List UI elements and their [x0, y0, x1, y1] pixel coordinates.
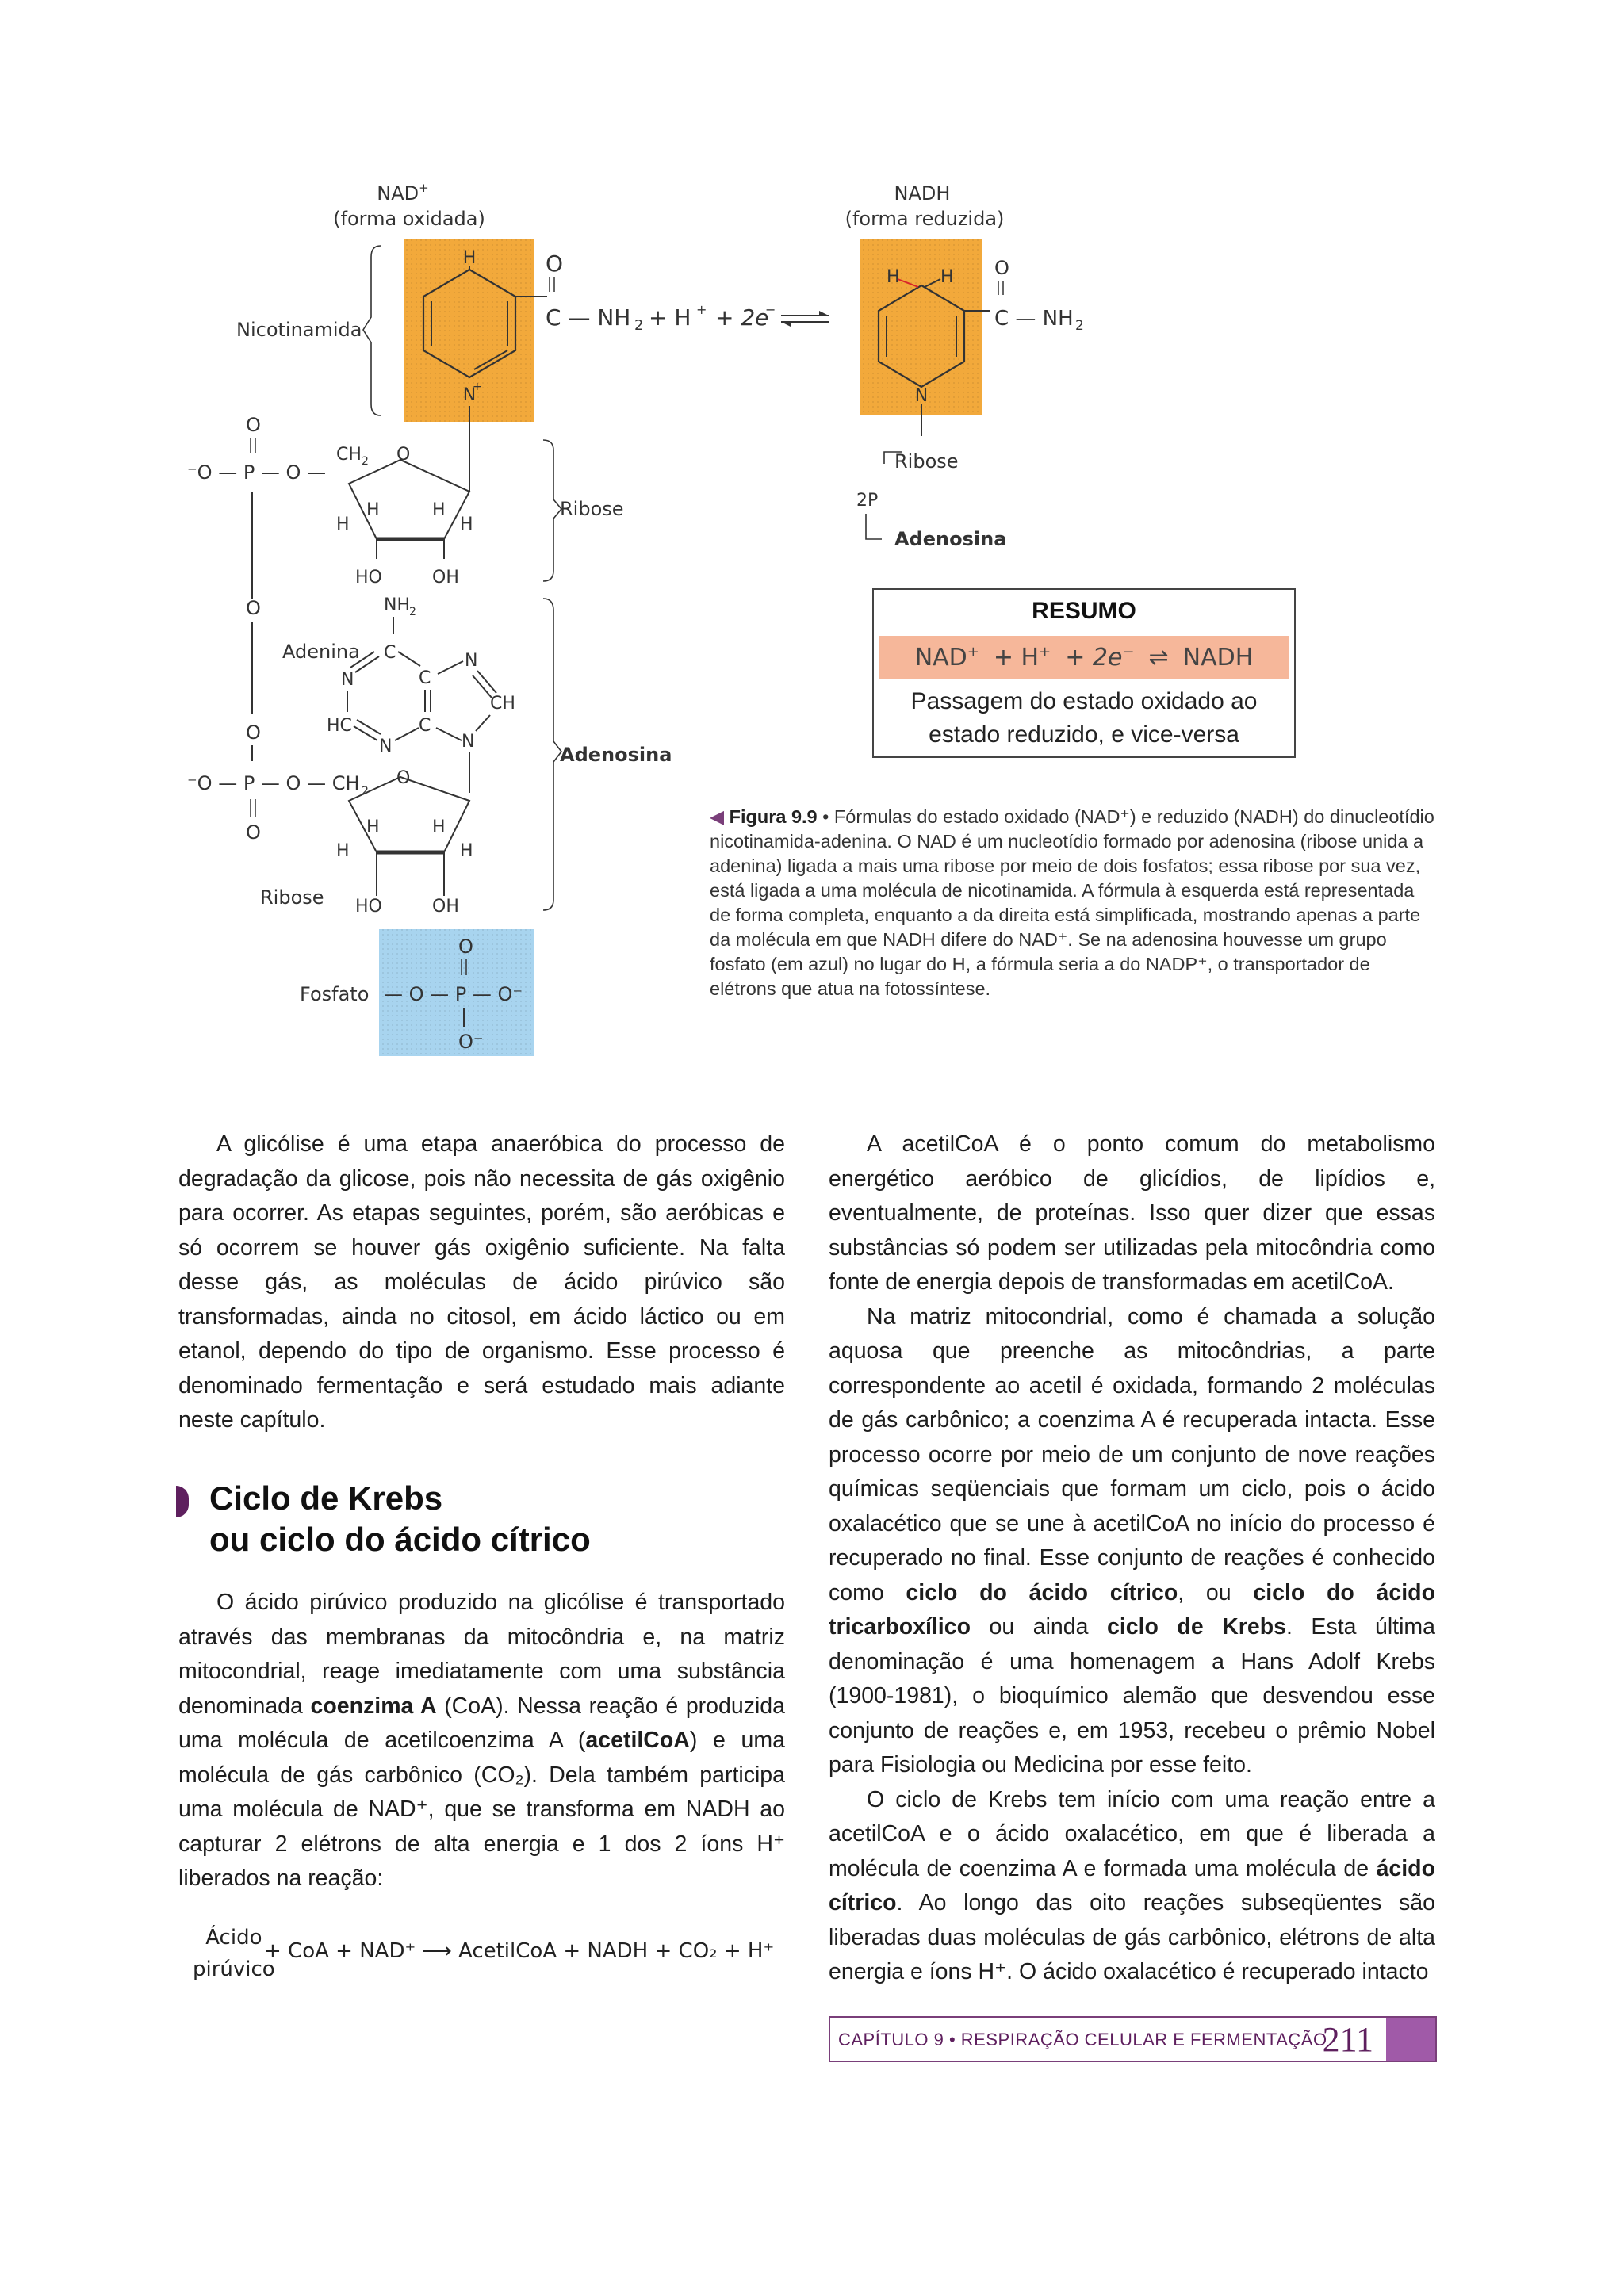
paragraph: Na matriz mitocondrial, como é chamada a solução aquosa que preenche as mitocôndrias, a parte correspondente ao acetil é oxidada, formando 2 moléculas de gás carbônico; a coenzima A é recuperada intacta. Esse processo ocorre por meio de um conjunto de nove reações químicas seqüenciais que formam um ciclo, pois o ácido oxalacético que se une à acetilCoA no início do processo é recuperado no final. Esse conjunto de reações é conhecido como ciclo do ácido cítrico, ou ciclo do ácido tricarboxílico ou ainda ciclo de Krebs. Esta última denominação é uma homenagem a Hans Adolf Krebs (1900-1981), o bioquímico alemão que desvendou esse conjunto de reações e, em 1953, recebeu o prêmio Nobel para Fisiologia ou Medicina por esse feito.: [829, 1303, 1435, 1777]
svg-text:O: O: [994, 257, 1009, 279]
svg-text:H: H: [432, 500, 446, 520]
equation-rest: + CoA + NAD⁺ ⟶ AcetilCoA + NADH + CO₂ + H⁺: [264, 1939, 775, 1963]
svg-text:H: H: [336, 515, 350, 534]
svg-text:−: −: [765, 302, 776, 317]
svg-text:N: N: [462, 732, 475, 752]
svg-text:O: O: [246, 821, 261, 844]
reaction-plus-h: + H: [649, 304, 691, 331]
svg-text:2: 2: [362, 455, 369, 468]
svg-text:2: 2: [1075, 318, 1084, 334]
right-2p-label: 2P: [856, 491, 879, 511]
svg-text:O: O: [246, 597, 261, 619]
svg-text:— O — P — O⁻: — O — P — O⁻: [384, 983, 523, 1005]
paragraph: A acetilCoA é o ponto comum do metabolismo energético aeróbico de glicídios, de lipídios e, eventualmente, de proteínas. Isso quer dizer que essas substâncias só podem ser utilizadas pela mitocôndria como fonte de energia depois de transformadas em acetilCoA.: [829, 1131, 1435, 1295]
svg-text:H: H: [336, 841, 350, 861]
svg-text:O: O: [396, 445, 411, 465]
svg-text:C: C: [419, 668, 431, 688]
svg-text:HO: HO: [355, 568, 382, 587]
svg-text:OH: OH: [432, 897, 459, 916]
resumo-eq-left: NAD+: [914, 643, 979, 672]
adenosina-label: Adenosina: [560, 744, 672, 766]
svg-text:H: H: [940, 267, 954, 287]
equation-reactant: Ácido pirúvico: [193, 1926, 275, 1981]
svg-text:OH: OH: [432, 568, 459, 587]
svg-text:H: H: [432, 817, 446, 837]
heading-line-1: Ciclo de Krebs: [209, 1479, 443, 1517]
left-column-intro: [178, 1127, 785, 1438]
svg-text:C — NH: C — NH: [546, 304, 631, 331]
svg-text:H: H: [462, 248, 477, 268]
fosfato-label: Fosfato: [300, 983, 370, 1005]
caption-text: • Fórmulas do estado oxidado (NAD⁺) e reduzido (NADH) do dinucleotídio nicotinamida-adenina. O NAD é um nucleotídio formado por adenosina (ribose unida a adenina) ligada a mais uma ribose por meio de dois fosfatos; essa ribose por sua vez, está ligada a uma molécula de nicotinamida. A fórmula à esquerda está representada de forma completa, enquanto a da direita está simplificada, mostrando apenas a parte da molécula em que NADH difere do NAD⁺. Se na adenosina houvesse um grupo fosfato (em azul) no lugar do H, a fórmula seria a do NADP⁺, o transportador de elétrons que atua na fotossíntese.: [710, 806, 1434, 999]
right-column: [829, 1127, 1435, 1990]
svg-text:+: +: [696, 302, 707, 317]
nad-label: NAD+: [377, 181, 429, 205]
right-ribose-label: Ribose: [894, 450, 959, 473]
nicotinamida-label: Nicotinamida: [236, 319, 362, 341]
equilibrium-arrow-icon: ⇌: [1148, 643, 1169, 672]
resumo-eq-2e: + 2e−: [1065, 643, 1135, 672]
svg-text:C: C: [384, 643, 396, 663]
svg-text:+: +: [473, 381, 482, 393]
svg-text:2: 2: [634, 317, 644, 334]
resumo-eq-mid: + H+: [993, 643, 1051, 672]
svg-text:H: H: [460, 841, 473, 861]
svg-text:O: O: [246, 414, 261, 436]
reaction-2e: + 2e: [715, 304, 769, 331]
paragraph: O ácido pirúvico produzido na glicólise é transportado através das membranas da mitocôndria e, na matriz mitocondrial, reage imediatamente com uma substância denominada coenzima A (CoA). Nessa reação é produzida uma molécula de acetilcoenzima A (acetilCoA) e uma molécula de gás carbônico (CO₂). Dela também participa uma molécula de NAD⁺, que se transforma em NADH ao capturar 2 elétrons de alta energia e 1 dos 2 íons H⁺ liberados na reação:: [178, 1590, 786, 1891]
adenina-label: Adenina: [282, 641, 360, 663]
reaction-equation: [178, 1922, 789, 1993]
svg-text:H: H: [887, 267, 900, 287]
svg-text:HO: HO: [355, 897, 382, 916]
paragraph: A glicólise é uma etapa anaeróbica do processo de degradação da glicose, pois não necessita de gás oxigênio para ocorrer. As etapas seguintes, porém, são aeróbicas e só ocorrem se houver gás oxigênio suficiente. Na falta desse gás, as moléculas de ácido pirúvico são transformadas, ainda no citosol, em ácido láctico ou em etanol, dependo do tipo de organismo. Esse processo é denominado fermentação e será estudado mais adiante neste capítulo.: [178, 1131, 785, 1433]
svg-text:H: H: [366, 500, 380, 520]
svg-text:2: 2: [362, 785, 369, 798]
chapter-title: CAPÍTULO 9 • RESPIRAÇÃO CELULAR E FERMENTAÇÃO: [838, 2030, 1327, 2049]
svg-text:N: N: [379, 737, 393, 756]
paragraph: O ciclo de Krebs tem início com uma reação entre a acetilCoA e o ácido oxalacético, em que é liberada a molécula de coenzima A e formada uma molécula de ácido cítrico. Ao longo das oito reações subseqüentes são liberadas duas moléculas de gás carbônico, elétrons de alta energia e íons H⁺. O ácido oxalacético é recuperado intacto: [829, 1786, 1435, 1984]
resumo-equation: [879, 636, 1289, 679]
page-footer: [829, 2016, 1437, 2062]
svg-text:NH: NH: [384, 595, 410, 615]
svg-text:C — NH: C — NH: [994, 307, 1074, 331]
nadh-subtitle: (forma reduzida): [845, 208, 1005, 230]
svg-text:H: H: [460, 515, 473, 534]
svg-text:HC: HC: [327, 716, 352, 736]
svg-text:C: C: [419, 716, 431, 736]
nadh-label: NADH: [894, 182, 951, 205]
footer-color-swatch: [1386, 2018, 1435, 2061]
right-adenosina-label: Adenosina: [894, 528, 1007, 550]
svg-text:2: 2: [409, 606, 416, 618]
svg-text:O: O: [458, 936, 473, 958]
ribose-left-label: Ribose: [260, 886, 324, 909]
left-column-body: [178, 1586, 785, 1896]
svg-text:O⁻: O⁻: [458, 1031, 484, 1053]
triangle-marker-icon: ◀: [710, 806, 725, 827]
figure-caption: [710, 805, 1435, 1001]
svg-text:N: N: [465, 651, 478, 671]
resumo-description: Passagem do estado oxidado ao estado reduzido, e vice-versa: [910, 688, 1258, 748]
svg-text:N: N: [341, 670, 354, 690]
svg-text:O: O: [246, 721, 261, 744]
svg-text:CH: CH: [490, 694, 515, 714]
heading-marker-icon: [176, 1486, 189, 1517]
svg-text:⁻O — P — O —: ⁻O — P — O —: [187, 461, 327, 484]
svg-text:O: O: [396, 768, 411, 788]
svg-text:N: N: [462, 385, 477, 405]
svg-text:H: H: [366, 817, 380, 837]
caption-label: Figura 9.9: [729, 806, 818, 827]
resumo-box: [872, 588, 1296, 758]
svg-text:O: O: [546, 251, 564, 277]
ribose-label: Ribose: [560, 498, 624, 520]
heading-line-2: ou ciclo do ácido cítrico: [209, 1521, 591, 1558]
resumo-title: RESUMO: [1032, 598, 1136, 624]
resumo-eq-right: NADH: [1182, 643, 1254, 672]
svg-text:⁻O — P — O — CH: ⁻O — P — O — CH: [187, 772, 360, 794]
nad-subtitle: (forma oxidada): [333, 208, 485, 230]
svg-text:CH: CH: [336, 445, 362, 465]
page-number: 211: [1322, 2020, 1373, 2059]
svg-text:N: N: [914, 386, 929, 406]
